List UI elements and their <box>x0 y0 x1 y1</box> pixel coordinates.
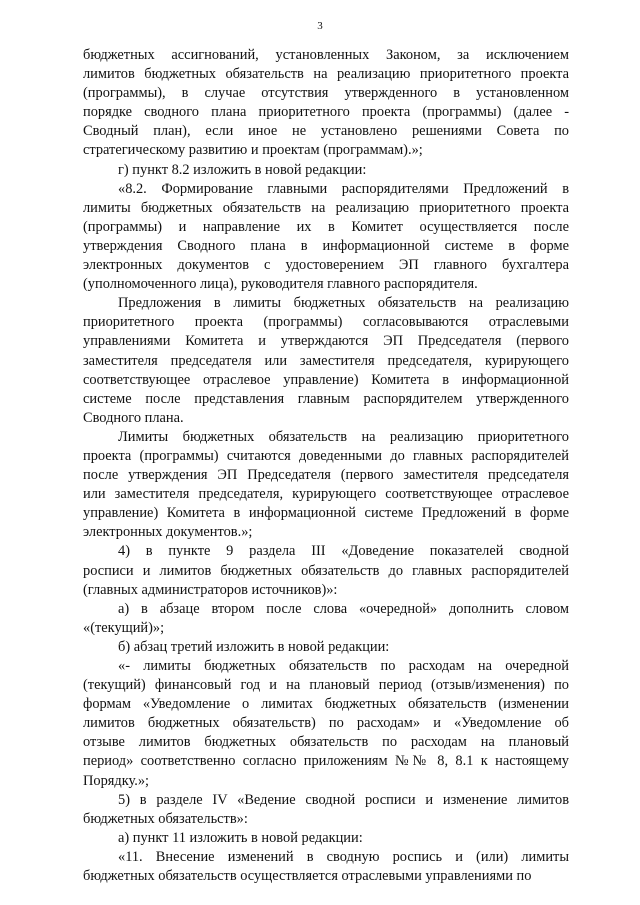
text-line: управлениями Комитета и утверждаются ЭП Председателя (первого <box>83 333 569 350</box>
text-line: бюджетных обязательств»: <box>83 810 248 827</box>
paragraph <box>83 791 569 829</box>
text-line: период» соответственно согласно приложениям №№ 8, 8.1 к настоящему <box>83 753 569 770</box>
text-line: «11. Внесение изменений в сводную роспись и (или) лимиты <box>118 848 569 865</box>
text-line: росписи и лимитов бюджетных обязательств до главных распорядителей <box>83 562 569 579</box>
text-line: системе после представления главным распорядителем утвержденного <box>83 390 569 407</box>
text-line: электронных документов.»; <box>83 524 253 541</box>
document-body <box>83 46 569 886</box>
paragraph <box>83 848 569 886</box>
text-line: (программы) и направление их в Комитет осуществляется после <box>83 218 569 235</box>
text-line: бюджетных обязательств осуществляется отраслевыми управлениями по <box>83 868 532 885</box>
text-line: приоритетного проекта (программы) согласовываются отраслевыми <box>83 314 569 331</box>
paragraph <box>83 542 569 599</box>
text-line: а) в абзаце втором после слова «очередной» дополнить словом <box>118 600 569 617</box>
text-line: б) абзац третий изложить в новой редакции: <box>118 638 390 655</box>
text-line: «(текущий)»; <box>83 619 165 636</box>
text-line: (программы), в случае отсутствия утвержденного в установленном <box>83 85 569 102</box>
text-line: лимитов бюджетных обязательств на реализацию приоритетного проекта <box>83 66 569 83</box>
text-line: «8.2. Формирование главными распорядителями Предложений в <box>118 180 569 197</box>
paragraph <box>83 829 569 848</box>
text-line: лимитов бюджетных обязательств) по расходам» и «Уведомление об <box>83 715 569 732</box>
text-line: а) пункт 11 изложить в новой редакции: <box>118 829 363 846</box>
text-line: Предложения в лимиты бюджетных обязательств на реализацию <box>118 295 569 312</box>
text-line: управление) Комитета в информационной системе Предложений в форме <box>83 505 569 522</box>
text-line: или заместителя председателя, курирующего соответствующее отраслевое <box>83 486 569 503</box>
text-line: бюджетных ассигнований, установленных Законом, за исключением <box>83 47 569 63</box>
text-line: 5) в разделе IV «Ведение сводной росписи и изменение лимитов <box>118 791 569 808</box>
text-line: соответствующее отраслевое управление) Комитета в информационной <box>83 371 569 388</box>
text-line: 4) в пункте 9 раздела III «Доведение показателей сводной <box>118 543 569 560</box>
text-line: заместителя председателя или заместителя председателя, курирующего <box>83 352 569 369</box>
text-line: (текущий) финансовый год и на плановый период (отзыв/изменения) по <box>83 677 569 694</box>
paragraph <box>83 600 569 638</box>
text-line: порядке сводного плана приоритетного проекта (программы) (далее - <box>83 104 569 121</box>
text-line: проекта (программы) считаются доведенными до главных распорядителей <box>83 447 569 464</box>
paragraph <box>83 638 569 657</box>
text-line: после утверждения ЭП Председателя (первого заместителя председателя <box>83 467 569 484</box>
text-line: отзыве лимитов бюджетных обязательств по расходам на плановый <box>83 734 569 751</box>
paragraph <box>83 46 569 161</box>
paragraph <box>83 657 569 791</box>
text-line: утверждения Сводного плана в информационной системе в форме <box>83 237 569 254</box>
text-line: «- лимиты бюджетных обязательств по расходам на очередной <box>118 658 569 674</box>
text-line: Сводный план), если иное не установлено решениями Совета по <box>83 123 569 140</box>
text-line: стратегическому развитию и проектам (программам).»; <box>83 142 423 159</box>
text-line: г) пункт 8.2 изложить в новой редакции: <box>118 161 367 178</box>
text-line: Сводного плана. <box>83 409 184 426</box>
text-line: (главных администраторов источников)»: <box>83 581 338 598</box>
paragraph <box>83 428 569 543</box>
paragraph <box>83 180 569 295</box>
paragraph <box>83 294 569 428</box>
text-line: (уполномоченного лица), руководителя главного распорядителя. <box>83 276 478 293</box>
text-line: Порядку.»; <box>83 772 150 789</box>
text-line: Лимиты бюджетных обязательств на реализацию приоритетного <box>118 428 569 445</box>
text-line: электронных документов с удостоверением ЭП главного бухгалтера <box>83 257 569 274</box>
paragraph <box>83 161 569 180</box>
text-line: лимиты бюджетных обязательств на реализацию приоритетного проекта <box>83 199 569 216</box>
text-line: формам «Уведомление о лимитах бюджетных обязательств (изменении <box>83 696 569 713</box>
page-number: 3 <box>317 20 323 32</box>
